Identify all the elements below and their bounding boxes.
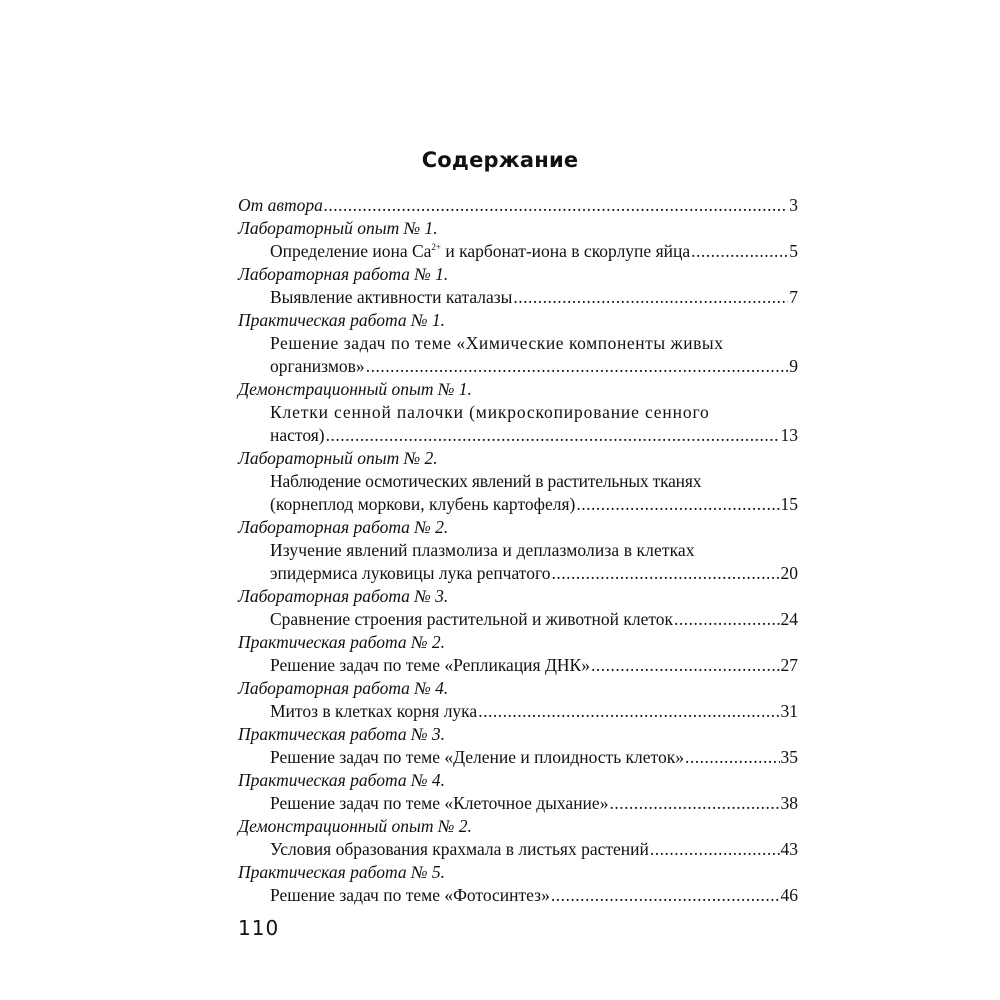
toc-entry-ot-avtora xyxy=(238,194,798,217)
leader-dots xyxy=(691,240,788,263)
toc-item-text: настоя) xyxy=(270,425,325,445)
toc-page: 20 xyxy=(780,563,798,583)
toc-item xyxy=(238,884,798,907)
toc-item-text: Сравнение строения растительной и животной клеток xyxy=(270,609,674,629)
toc-item-text: Митоз в клетках корня лука xyxy=(270,701,478,721)
toc-heading: Демонстрационный опыт № 1. xyxy=(238,379,472,399)
toc-page: 46 xyxy=(780,885,798,905)
toc-item xyxy=(238,700,798,723)
toc-heading: Лабораторная работа № 1. xyxy=(238,264,449,284)
leader-dots xyxy=(551,884,780,907)
toc-page: 24 xyxy=(780,609,798,629)
toc-item xyxy=(238,240,798,263)
leader-dots xyxy=(551,562,779,585)
toc-item-text: Решение задач по теме «Химические компоненты живых xyxy=(270,333,724,353)
toc-item-text: Наблюдение осмотических явлений в растительных тканях xyxy=(270,471,702,491)
toc-item-text: Решение задач по теме «Деление и плоидность клеток» xyxy=(270,747,684,767)
toc-item-text: Изучение явлений плазмолиза и деплазмолиза в клетках xyxy=(270,540,695,560)
toc-page: 3 xyxy=(789,195,798,215)
toc-heading: Демонстрационный опыт № 2. xyxy=(238,816,472,836)
toc-item xyxy=(238,355,798,378)
leader-dots xyxy=(366,355,789,378)
toc-item-text: Клетки сенной палочки (микроскопирование сенного xyxy=(270,402,710,422)
toc-page: 15 xyxy=(780,494,798,514)
toc-item-text: (корнеплод моркови, клубень картофеля) xyxy=(270,494,576,514)
leader-dots xyxy=(685,746,780,769)
toc-item xyxy=(238,654,798,677)
toc-heading: Лабораторный опыт № 2. xyxy=(238,448,438,468)
toc-page: 27 xyxy=(780,655,798,675)
toc-heading: От автора xyxy=(238,195,323,215)
toc-heading: Лабораторная работа № 2. xyxy=(238,517,449,537)
toc-item-text: Решение задач по теме «Репликация ДНК» xyxy=(270,655,590,675)
toc-page: 5 xyxy=(789,241,798,261)
superscript: 2+ xyxy=(431,242,441,253)
toc-page: 9 xyxy=(789,356,798,376)
toc-page: 38 xyxy=(780,793,798,813)
toc-item xyxy=(238,608,798,631)
leader-dots xyxy=(478,700,779,723)
toc-page: 43 xyxy=(780,839,798,859)
toc-item-text: организмов» xyxy=(270,356,365,376)
toc-heading: Практическая работа № 2. xyxy=(238,632,445,652)
page-number: 110 xyxy=(238,916,280,940)
toc-item-text: эпидермиса луковицы лука репчатого xyxy=(270,563,551,583)
table-of-contents xyxy=(238,194,798,907)
toc-heading: Лабораторная работа № 3. xyxy=(238,586,449,606)
toc-item-text: Определение иона Ca xyxy=(270,241,432,261)
toc-heading: Практическая работа № 3. xyxy=(238,724,445,744)
toc-item xyxy=(238,424,798,447)
toc-item xyxy=(238,746,798,769)
toc-heading: Лабораторный опыт № 1. xyxy=(238,218,438,238)
leader-dots xyxy=(650,838,780,861)
toc-page: 35 xyxy=(780,747,798,767)
page-title: Содержание xyxy=(421,148,579,172)
leader-dots xyxy=(513,286,788,309)
toc-item-text: Выявление активности каталазы xyxy=(270,287,513,307)
leader-dots xyxy=(576,493,779,516)
leader-dots xyxy=(326,424,780,447)
toc-heading: Лабораторная работа № 4. xyxy=(238,678,449,698)
toc-heading: Практическая работа № 4. xyxy=(238,770,445,790)
toc-heading: Практическая работа № 1. xyxy=(238,310,445,330)
toc-item-text-cont: и карбонат-иона в скорлупе яйца xyxy=(440,241,691,261)
leader-dots xyxy=(609,792,779,815)
toc-page: 31 xyxy=(780,701,798,721)
toc-item xyxy=(238,562,798,585)
leader-dots xyxy=(674,608,779,631)
toc-item xyxy=(238,493,798,516)
toc-page: 7 xyxy=(789,287,798,307)
toc-heading: Практическая работа № 5. xyxy=(238,862,445,882)
toc-item xyxy=(238,838,798,861)
toc-item xyxy=(238,792,798,815)
leader-dots xyxy=(591,654,780,677)
leader-dots xyxy=(324,194,788,217)
toc-item-text: Решение задач по теме «Фотосинтез» xyxy=(270,885,550,905)
toc-item-text: Решение задач по теме «Клеточное дыхание» xyxy=(270,793,609,813)
toc-page: 13 xyxy=(780,425,798,445)
toc-item xyxy=(238,286,798,309)
toc-item-text: Условия образования крахмала в листьях растений xyxy=(270,839,649,859)
